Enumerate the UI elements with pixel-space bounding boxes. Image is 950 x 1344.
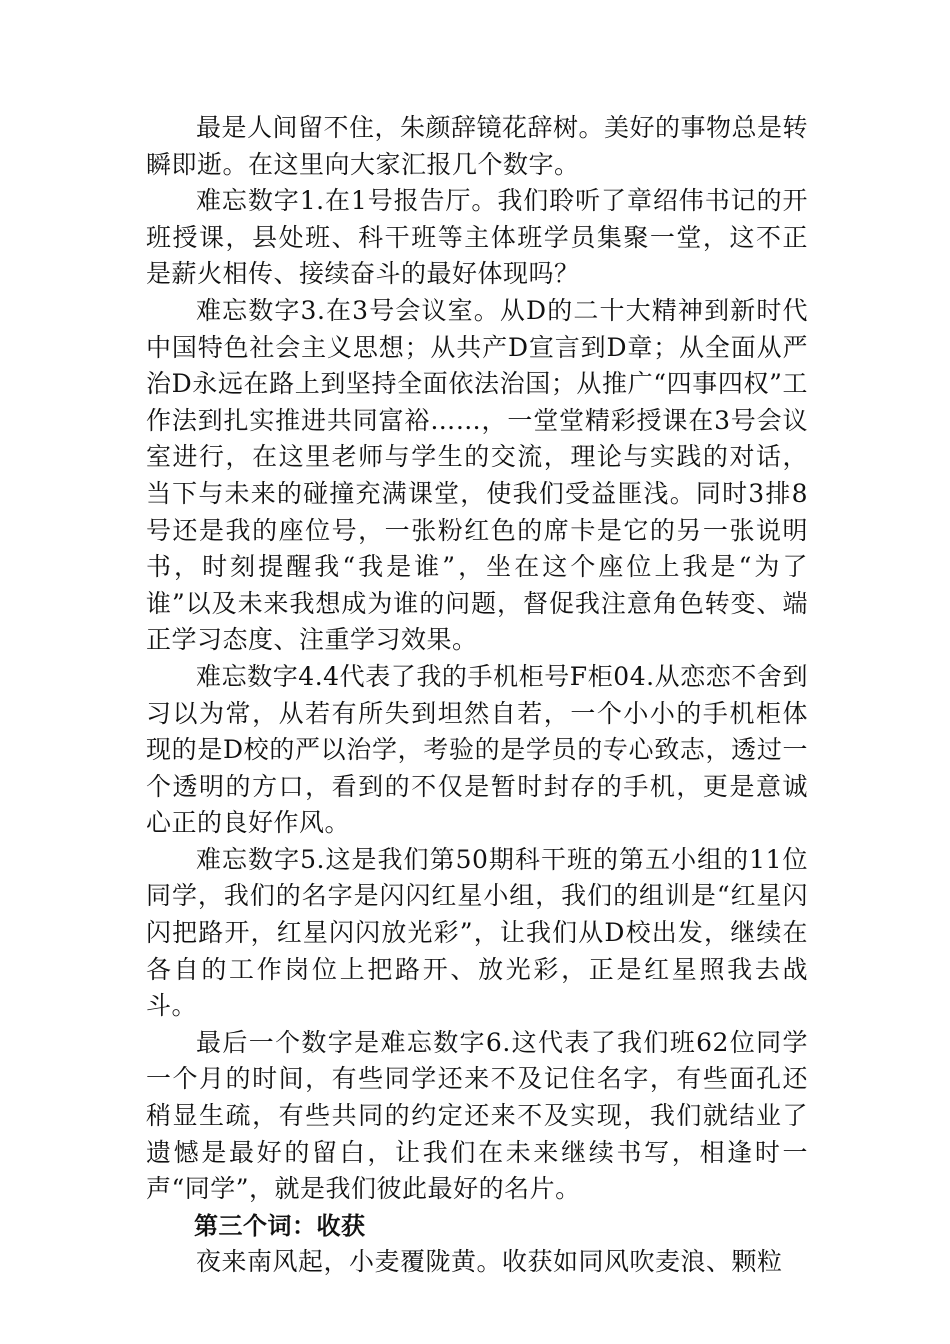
paragraph-number-6: 最后一个数字是难忘数字6.这代表了我们班62位同学一个月的时间，有些同学还来不及记住名字，有些面孔还稍显生疏，有些共同的约定还来不及实现，我们就结业了遗憾是最好的留白，让我们在未来继续书写，相逢时一声“同学”，就是我们彼此最好的名片。	[146, 1027, 808, 1204]
paragraph-number-1: 难忘数字1.在1号报告厅。我们聆听了章绍伟书记的开班授课，县处班、科干班等主体班学员集聚一堂，这不正是薪火相传、接续奋斗的最好体现吗？	[146, 186, 808, 289]
paragraph-number-5: 难忘数字5.这是我们第50期科干班的第五小组的11位同学，我们的名字是闪闪红星小组，我们的组训是“红星闪闪把路开，红星闪闪放光彩”，让我们从D校出发，继续在各自的工作岗位上把路开、放光彩，正是红星照我去战斗。	[146, 844, 808, 1021]
paragraph-number-4: 难忘数字4.4代表了我的手机柜号F柜04.从恋恋不舍到习以为常，从若有所失到坦然自若，一个小小的手机柜体现的是D校的严以治学，考验的是学员的专心致志，透过一个透明的方口，看到的不仅是暂时封存的手机，更是意诚心正的良好作风。	[146, 661, 808, 838]
section-heading: 第三个词：收获	[194, 1211, 366, 1240]
paragraph-number-3: 难忘数字3.在3号会议室。从D的二十大精神到新时代中国特色社会主义思想；从共产D宣言到D章；从全面从严治D永远在路上到坚持全面依法治国；从推广“四事四权”工作法到扎实推进共同富裕……，一堂堂精彩授课在3号会议室进行，在这里老师与学生的交流，理论与实践的对话，当下与未来的碰撞充满课堂，使我们受益匪浅。同时3排8号还是我的座位号，一张粉红色的席卡是它的另一张说明书，时刻提醒我“我是谁”，坐在这个座位上我是“为了谁”以及未来我想成为谁的问题，督促我注意角色转变、端正学习态度、注重学习效果。	[146, 295, 808, 655]
paragraph-harvest: 夜来南风起，小麦覆陇黄。收获如同风吹麦浪、颗粒	[196, 1247, 783, 1277]
paragraph-intro: 最是人间留不住，朱颜辞镜花辞树。美好的事物总是转瞬即逝。在这里向大家汇报几个数字。	[146, 113, 809, 179]
document-body	[146, 110, 808, 1281]
